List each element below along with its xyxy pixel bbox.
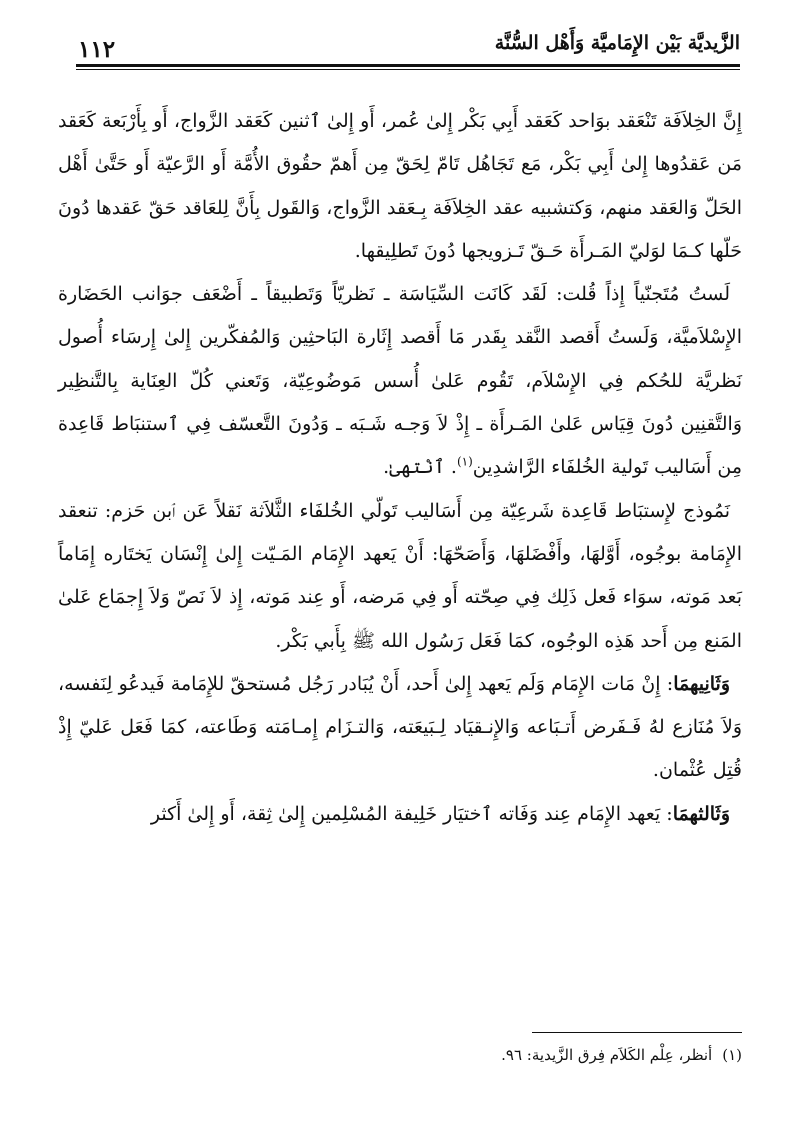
paragraph-text: نَمُوذج لإِستبَاط قَاعِدة شَرعِيّة مِن أَسَاليب تَولّي الخُلفَاء الثَّلاَثة نَقلاً عَن ٱبن حَزم: تنعقد الإِمَامة بوجُوه، أَوَّلهَا، وأَفْضَلهَا، وَأَصَحّهَا: أَنْ يَعهد الإِمَام المَـيّت إِلىٰ إِنْسَان يَختَاره إِمَاماً بَعد مَوته، سوَاء فَعل ذَلِك فِي صِحّته أَو فِي مَرضه، أَو عِند مَوته، إِذ لاَ نَصّ وَلاَ إِجمَاع عَلىٰ المَنع مِن أَحد هَذِه الوجُوه، كمَا فَعَل رَسُول الله ﷺ بِأَبي بَكْر. [58, 499, 742, 652]
footnote-reference[interactable]: (١) [456, 455, 473, 470]
paragraph-text: إِنَّ الخِلاَفَة تَنْعَقد بوَاحد كَعَقد أَبِي بَكْر إِلىٰ عُمر، أَو إِلىٰ ٱثنين كَعَقد الزَّواج، أَو بِأَرْبَعة كَعَقد مَن عَقدُوها إِلىٰ أَبِي بَكْر، مَع تَجَاهُل تَامّ لِحَقّ مِن أَهمّ حقُوق الأُمَّة أَو الرَّعيّة أَو حَتَّىٰ أَهْل الحَلّ وَالعَقد منهم، وَكتشبيه عقد الخِلاَفَة بِـعَقد الزَّواج، وَالقَول بِأَنَّ لِلعَاقد حَقّ عَقدها دُونَ حَلّها كـمَا لوَليّ المَـرأَة حَـقّ تَـزويجها دُونَ تَطلِيقها. [58, 110, 742, 262]
paragraph-tail: . ٱنْتهىٰ. [383, 456, 457, 479]
paragraph [58, 490, 742, 663]
paragraph [58, 793, 742, 836]
paragraph-text: لَستُ مُتَجنّياً إِذاً قُلت: لَقَد كَانَت السِّيَاسَة ـ نَظريّاً وَتَطبيقاً ـ أَضْعَف جوَانب الحَضَارة الإِسْلاَميَّة، وَلَستُ أَقصد النَّقد بِقَدر مَا أَقصد إِثَارة البَاحثِين وَالمُفكّرين إِلىٰ إِرسَاء أُصول نَظريَّة للحُكم فِي الإِسْلاَم، تَقُوم عَلىٰ أُسس مَوضُوعِيّة، وَتَعني كُلّ العِنَاية بِالتَّنظِير وَالتَّقنِين دُونَ قِيَاس عَلىٰ المَـرأَة ـ إِذْ لاَ وَجـه شَـبَه ـ وَدُونَ التَّعسّف فِي ٱستنبَاط قَاعِدة مِن أَسَاليب تَولية الخُلفَاء الرَّاشدِين [58, 283, 742, 479]
paragraph-lead: وَثَانِيهمَا [673, 672, 730, 695]
running-header [76, 30, 740, 70]
header-rule-thin [76, 69, 740, 70]
footnote-number: (١) [722, 1046, 742, 1064]
page-number: ١١٢ [78, 36, 116, 63]
paragraph-text: : إِنْ مَات الإِمَام وَلَم يَعهد إِلىٰ أَحد، أَنْ يُبَادر رَجُل مُستحقّ للإِمَامة فَيدعُو لِنَفسه، وَلاَ مُنَازع لهُ فَـفَرض أَتـبَاعه وَالإِنـقيَاد لِـبَيعَته، وَالتـزَام إِمـامَته وَطَاعته، كمَا فَعَل عَليّ إِذْ قُتِل عُثْمان. [58, 672, 742, 782]
paragraph [58, 100, 742, 273]
paragraph-text: : يَعهد الإِمَام عِند وَفَاته ٱختيَار خَلِيفة المُسْلِمين إِلىٰ ثِقة، أَو إِلىٰ أَكثر [150, 802, 673, 825]
footnote-text: أنظر، عِلْم الكَلاَم فِرق الزَّيدية: ٩٦. [501, 1046, 713, 1064]
footnote [58, 1043, 742, 1067]
paragraph [58, 273, 742, 489]
header-rule-thick [76, 64, 740, 67]
body-text [58, 100, 742, 836]
footnote-rule [532, 1032, 742, 1033]
paragraph [58, 663, 742, 793]
paragraph-lead: وَثَالثهمَا [672, 802, 730, 825]
running-header-title: الزَّيديَّة بَيْن الإِمَاميَّة وَأَهْل السُّنَّة [494, 32, 740, 54]
